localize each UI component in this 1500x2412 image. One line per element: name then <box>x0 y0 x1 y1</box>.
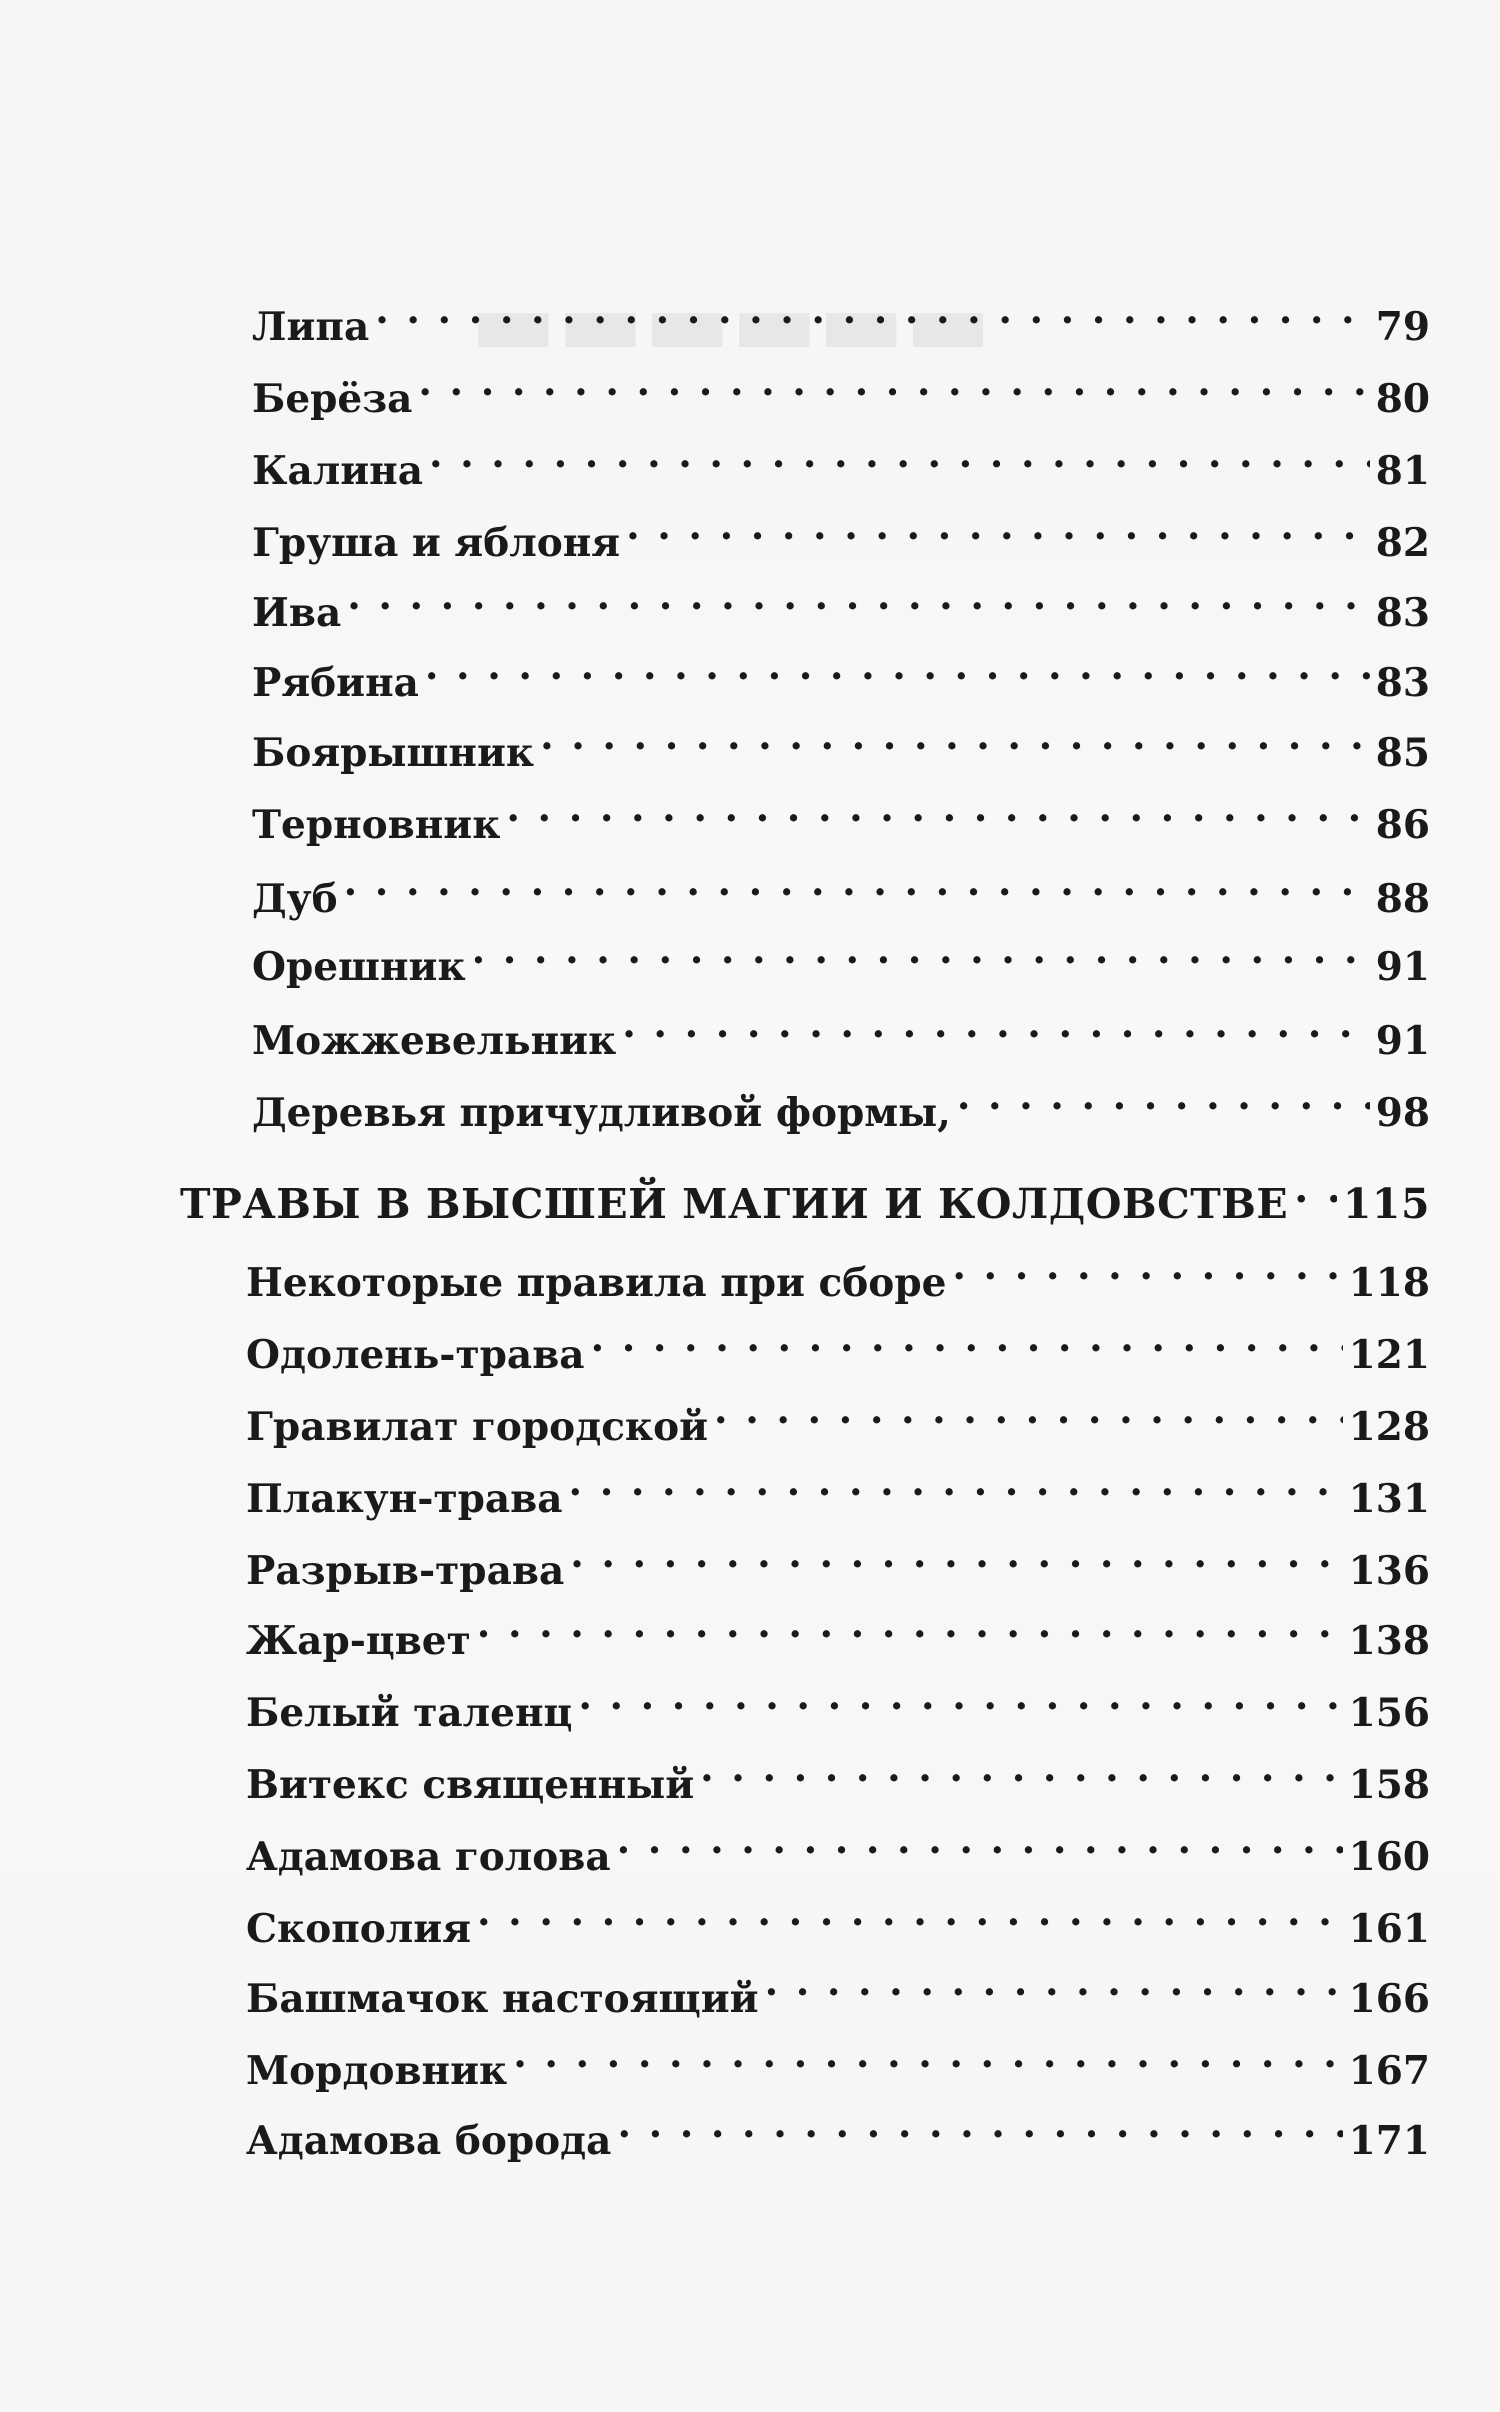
toc-entry <box>252 496 1430 566</box>
toc-entry-title: Адамова голова <box>246 1834 611 1880</box>
toc-entry <box>252 994 1430 1064</box>
toc-entry-page: 167 <box>1348 2048 1430 2094</box>
toc-entry-page: 91 <box>1375 1018 1430 1064</box>
toc-entry-page: 166 <box>1348 1976 1430 2022</box>
toc-entry-title: Терновник <box>252 802 501 848</box>
toc-entry <box>246 1738 1430 1808</box>
toc-entry-title: Берёза <box>252 376 413 422</box>
toc-entry <box>252 636 1430 706</box>
toc-entry-page: 131 <box>1348 1476 1430 1522</box>
dot-leader <box>477 1882 1343 1942</box>
toc-entry-page: 118 <box>1348 1260 1430 1306</box>
toc-entry-page: 160 <box>1348 1834 1430 1880</box>
dot-leader <box>418 352 1369 412</box>
toc-entry-page: 83 <box>1375 590 1430 636</box>
toc-entry-title: Белый таленц <box>246 1690 573 1736</box>
toc-entry-page: 161 <box>1348 1906 1430 1952</box>
toc-entry-page: 91 <box>1375 944 1430 990</box>
toc-entry <box>246 1524 1430 1594</box>
toc-entry-title: Липа <box>252 304 370 350</box>
toc-entry-page: 136 <box>1348 1548 1430 1594</box>
toc-entry-title: Мордовник <box>246 2048 508 2094</box>
toc-section-title: ТРАВЫ В ВЫСШЕЙ МАГИИ И КОЛДОВСТВЕ <box>180 1180 1289 1228</box>
dot-leader <box>617 2094 1342 2154</box>
toc-entry <box>252 778 1430 848</box>
dot-leader <box>344 852 1370 912</box>
toc-entry <box>246 1952 1430 2022</box>
toc-entry-page: 88 <box>1375 876 1430 922</box>
toc-entry-page: 138 <box>1348 1618 1430 1664</box>
toc-entry-page: 158 <box>1348 1762 1430 1808</box>
toc-entry-title: Башмачок настоящий <box>246 1976 759 2022</box>
toc-entry-title: Одолень-трава <box>246 1332 585 1378</box>
toc-entry-page: 81 <box>1375 448 1430 494</box>
toc-entry-page: 171 <box>1348 2118 1430 2164</box>
toc-entry-page: 85 <box>1375 730 1430 776</box>
toc-entry-title: Жар-цвет <box>246 1618 471 1664</box>
dot-leader <box>714 1380 1343 1440</box>
dot-leader <box>540 706 1370 766</box>
dot-leader <box>957 1066 1370 1126</box>
toc-entry <box>246 1882 1430 1952</box>
toc-entry-title: Гравилат городской <box>246 1404 709 1450</box>
toc-entry <box>246 1236 1430 1306</box>
toc-entry-title: Витекс священный <box>246 1762 695 1808</box>
toc-entry-title: Ива <box>252 590 342 636</box>
toc-entry-page: 156 <box>1348 1690 1430 1736</box>
dot-leader <box>347 566 1370 626</box>
dot-leader <box>622 994 1369 1054</box>
toc-entry-page: 82 <box>1375 520 1430 566</box>
dot-leader <box>569 1452 1343 1512</box>
dot-leader <box>578 1666 1342 1726</box>
dot-leader <box>1294 1158 1337 1218</box>
toc-entry <box>252 920 1430 990</box>
toc-entry <box>252 1066 1430 1136</box>
toc-entry-title: Рябина <box>252 660 419 706</box>
bleed-through-heading: ▬▬▬▬▬▬ <box>470 268 992 376</box>
toc-entry <box>246 1594 1430 1664</box>
toc-entry-title: Калина <box>252 448 423 494</box>
toc-entry <box>246 1380 1430 1450</box>
toc-entry <box>246 2024 1430 2094</box>
toc-entry-page: 83 <box>1375 660 1430 706</box>
toc-entry-title: Дуб <box>252 876 338 922</box>
toc-entry-page: 121 <box>1348 1332 1430 1378</box>
toc-entry-page: 80 <box>1375 376 1430 422</box>
toc-entry-title: Некоторые правила при сборе <box>246 1260 947 1306</box>
toc-entry <box>252 352 1430 422</box>
dot-leader <box>570 1524 1342 1584</box>
toc-entry-page: 128 <box>1348 1404 1430 1450</box>
dot-leader <box>506 778 1369 838</box>
toc-entry <box>252 706 1430 776</box>
toc-entry-title: Можжевельник <box>252 1018 617 1064</box>
toc-entry-title: Скополия <box>246 1906 472 1952</box>
dot-leader <box>765 1952 1343 2012</box>
toc-entry-title: Груша и яблоня <box>252 520 621 566</box>
dot-leader <box>700 1738 1342 1798</box>
toc-entry <box>252 424 1430 494</box>
toc-section-entry <box>180 1158 1430 1228</box>
toc-entry <box>252 566 1430 636</box>
toc-entry-title: Плакун-трава <box>246 1476 563 1522</box>
toc-entry-title: Адамова борода <box>246 2118 612 2164</box>
toc-entry-page: 86 <box>1375 802 1430 848</box>
toc-section-page: 115 <box>1342 1180 1430 1228</box>
dot-leader <box>617 1810 1343 1870</box>
dot-leader <box>429 424 1370 484</box>
dot-leader <box>952 1236 1342 1296</box>
toc-entry <box>246 2094 1430 2164</box>
toc-entry-title: Деревья причудливой формы, <box>252 1090 951 1136</box>
dot-leader <box>626 496 1370 556</box>
toc-entry <box>246 1666 1430 1736</box>
dot-leader <box>591 1308 1343 1368</box>
toc-entry <box>246 1452 1430 1522</box>
dot-leader <box>375 280 1369 340</box>
toc-entry <box>252 852 1430 922</box>
toc-entry-page: 98 <box>1375 1090 1430 1136</box>
dot-leader <box>477 1594 1343 1654</box>
toc-entry-page: 79 <box>1375 304 1430 350</box>
toc-entry <box>246 1308 1430 1378</box>
toc-entry-title: Орешник <box>252 944 466 990</box>
dot-leader <box>425 636 1370 696</box>
toc-entry <box>246 1810 1430 1880</box>
toc-entry <box>252 280 1430 350</box>
toc-entry-title: Разрыв-трава <box>246 1548 565 1594</box>
dot-leader <box>513 2024 1342 2084</box>
toc-entry-title: Боярышник <box>252 730 535 776</box>
dot-leader <box>472 920 1370 980</box>
